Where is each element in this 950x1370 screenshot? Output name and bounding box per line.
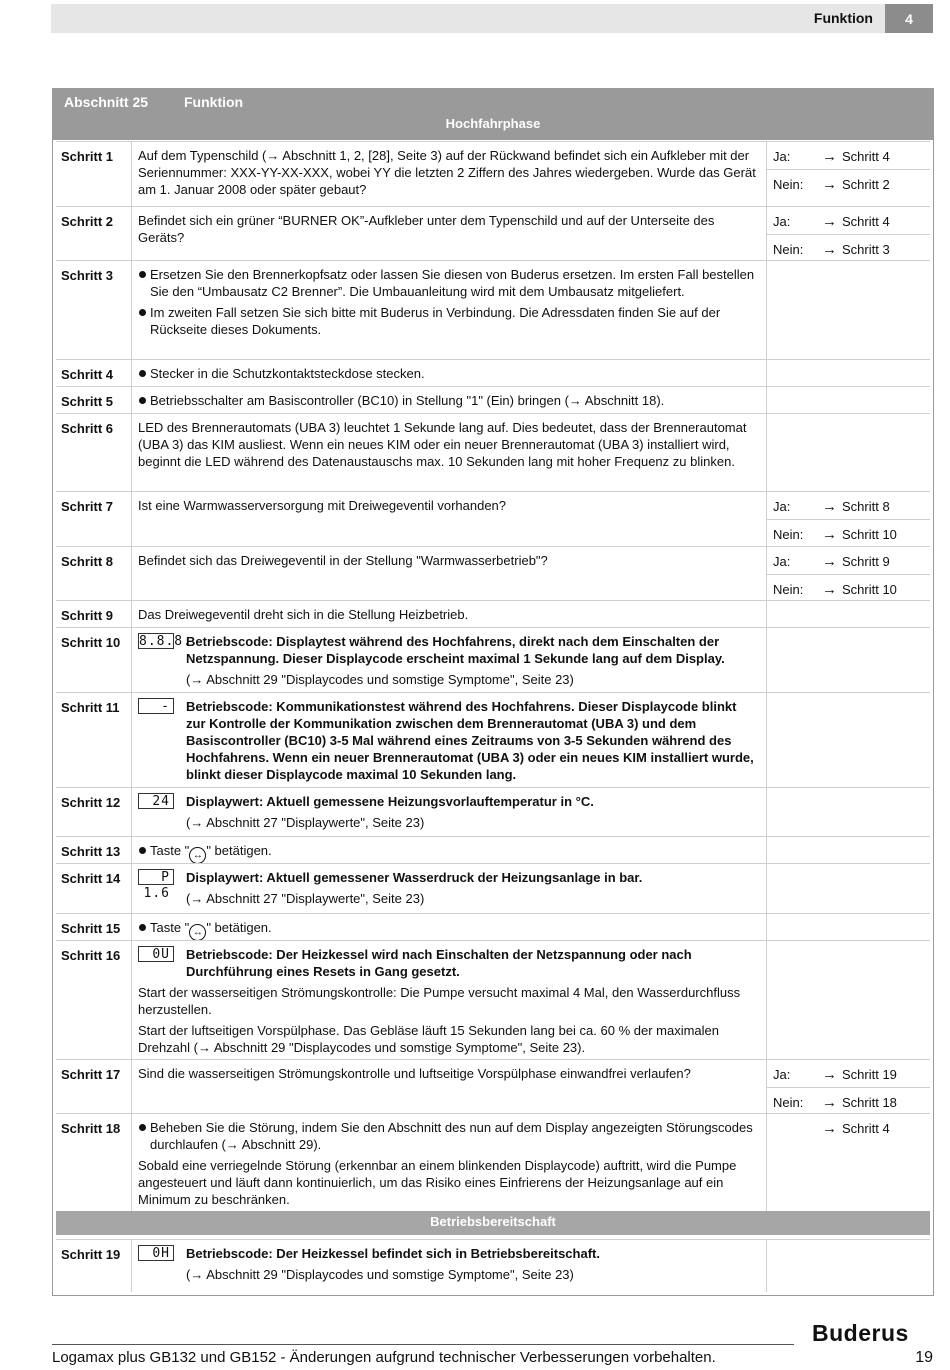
bullet-text-pre: Taste " bbox=[150, 920, 190, 935]
answer-target-text: Schritt 18 bbox=[842, 1095, 897, 1110]
answer-option[interactable] bbox=[767, 519, 930, 547]
display-reference: (→ Abschnitt 27 "Displaywerte", Seite 23) bbox=[186, 815, 425, 830]
answer-option[interactable] bbox=[767, 169, 930, 197]
arrow-right-icon: → bbox=[822, 1094, 837, 1111]
answer-cell bbox=[767, 941, 930, 1060]
step-label: Schritt 4 bbox=[56, 360, 132, 387]
answer-cell bbox=[767, 261, 930, 360]
answer-label: Nein: bbox=[773, 177, 804, 192]
step-content bbox=[132, 414, 767, 492]
answer-cell bbox=[767, 387, 930, 414]
answer-cell bbox=[767, 837, 930, 864]
display-reference: (→ Abschnitt 29 "Displaycodes und somstige Symptome", Seite 23) bbox=[186, 1267, 574, 1282]
step-label: Schritt 2 bbox=[56, 207, 132, 261]
step-text: Start der wasserseitigen Strömungskontrolle: Die Pumpe versucht maximal 4 Mal, den Wasserdurchfluss herzustellen. bbox=[138, 985, 741, 1017]
answer-target[interactable] bbox=[822, 1094, 897, 1111]
arrow-right-icon: → bbox=[822, 1066, 837, 1083]
display-code-icon: 0U bbox=[138, 946, 174, 962]
answer-target[interactable] bbox=[822, 148, 890, 165]
answer-target-text: Schritt 4 bbox=[842, 149, 890, 164]
bullet-item bbox=[138, 842, 758, 864]
step-content bbox=[132, 628, 767, 693]
answer-cell bbox=[767, 864, 930, 914]
display-code-icon: - bbox=[138, 698, 174, 714]
answer-label: Ja: bbox=[773, 214, 791, 229]
step-text: LED des Brennerautomats (UBA 3) leuchtet 1 Sekunde lang auf. Dies bedeutet, dass der Brennerautomat (UBA 3) das KIM ausliest. Wenn ein neues KIM oder ein neuer Brennerautomat (UBA 3) installiert wird, beginnt die LED während des Datenaustauschs max. 10 Sekunden lang mit hoher Frequenz zu blinken. bbox=[138, 420, 747, 469]
step-row bbox=[56, 359, 930, 387]
display-code-icon: P 1.6 bbox=[138, 869, 174, 885]
step-label: Schritt 13 bbox=[56, 837, 132, 864]
display-description: Displaywert: Aktuell gemessene Heizungsvorlauftemperatur in °C. bbox=[186, 794, 594, 809]
display-description: Betriebscode: Der Heizkessel befindet sich in Betriebsbereitschaft. bbox=[186, 1246, 600, 1261]
step-row bbox=[56, 627, 930, 693]
answer-target-text: Schritt 4 bbox=[842, 1121, 890, 1136]
answer-cell bbox=[767, 1240, 930, 1292]
display-reference: (→ Abschnitt 29 "Displaycodes und somstige Symptome", Seite 23) bbox=[186, 672, 574, 687]
answer-option[interactable] bbox=[767, 1087, 930, 1115]
section-title: Funktion bbox=[184, 94, 244, 110]
step-row bbox=[56, 546, 930, 601]
answer-label: Ja: bbox=[773, 149, 791, 164]
bullet-text-pre: Taste " bbox=[150, 843, 190, 858]
answer-label: Ja: bbox=[773, 499, 791, 514]
step-row bbox=[56, 206, 930, 261]
step-content bbox=[132, 837, 767, 864]
answer-target-text: Schritt 9 bbox=[842, 554, 890, 569]
answer-cell bbox=[767, 492, 930, 547]
step-content bbox=[132, 941, 767, 1060]
bullet-item: Beheben Sie die Störung, indem Sie den Abschnitt des nun auf dem Display angezeigten Störungscodes durchlaufen (→ Abschnitt 29). bbox=[138, 1119, 758, 1153]
answer-target-text: Schritt 2 bbox=[842, 177, 890, 192]
step-text: Start der luftseitigen Vorspülphase. Das Gebläse läuft 15 Sekunden lang bei ca. 60 % der maximalen Drehzahl (→ Abschnitt 29 "Displaycodes und somstige Symptome", Seite 23). bbox=[138, 1023, 720, 1055]
bullet-text-post: " betätigen. bbox=[206, 920, 272, 935]
answer-option[interactable] bbox=[767, 492, 930, 519]
step-row bbox=[56, 1239, 930, 1292]
step-text: Sind die wasserseitigen Strömungskontrolle und luftseitige Vorspülphase einwandfrei verlaufen? bbox=[138, 1066, 691, 1081]
section-header bbox=[52, 88, 934, 140]
step-content bbox=[132, 261, 767, 360]
brand-logo: Buderus bbox=[812, 1320, 909, 1346]
step-label: Schritt 5 bbox=[56, 387, 132, 414]
answer-label: Ja: bbox=[773, 554, 791, 569]
step-text: Auf dem Typenschild (→ Abschnitt 1, 2, [28], Seite 3) auf der Rückwand befindet sich ein Aufkleber mit der Seriennummer: XXX-YY-XX-XXX, wobei YY die letzten 2 Ziffern des Jahres wiedergeben. Wurde das Gerät am 1. Januar 2008 oder später gebaut? bbox=[138, 148, 756, 197]
bullet-item bbox=[138, 919, 758, 941]
page-header-title: Funktion bbox=[813, 10, 873, 26]
answer-target[interactable] bbox=[822, 241, 890, 258]
step-content bbox=[132, 1060, 767, 1114]
step-label: Schritt 12 bbox=[56, 788, 132, 837]
answer-cell bbox=[767, 788, 930, 837]
bullet-item: Ersetzen Sie den Brennerkopfsatz oder lassen Sie diesen von Buderus ersetzen. Im ersten Fall bestellen Sie den “Umbausatz C2 Brenner”. Die Umbauanleitung wird mit dem Umbausatz mitgeliefert. bbox=[138, 266, 758, 300]
answer-target-text: Schritt 8 bbox=[842, 499, 890, 514]
answer-target-text: Schritt 3 bbox=[842, 242, 890, 257]
arrow-right-icon: → bbox=[822, 498, 837, 515]
step-text: Ist eine Warmwasserversorgung mit Dreiwegeventil vorhanden? bbox=[138, 498, 507, 513]
step-content bbox=[132, 914, 767, 941]
step-content bbox=[132, 547, 767, 601]
step-row bbox=[56, 141, 930, 207]
step-label: Schritt 3 bbox=[56, 261, 132, 360]
answer-target-text: Schritt 19 bbox=[842, 1067, 897, 1082]
step-label: Schritt 8 bbox=[56, 547, 132, 601]
answer-label: Nein: bbox=[773, 1095, 804, 1110]
step-content bbox=[132, 207, 767, 261]
footer-text: Logamax plus GB132 und GB152 - Änderungen aufgrund technischer Verbesserungen vorbehalten. bbox=[52, 1349, 716, 1366]
footer-rule bbox=[52, 1344, 794, 1345]
section-label: Abschnitt 25 bbox=[64, 94, 149, 110]
display-reference: (→ Abschnitt 27 "Displaywerte", Seite 23) bbox=[186, 891, 425, 906]
step-row bbox=[56, 1059, 930, 1114]
arrow-right-icon: → bbox=[822, 526, 837, 543]
answer-target[interactable] bbox=[822, 1120, 890, 1137]
answer-option[interactable] bbox=[767, 1060, 930, 1087]
step-row bbox=[56, 692, 930, 788]
chapter-number: 4 bbox=[885, 4, 933, 33]
answer-target[interactable] bbox=[822, 581, 897, 598]
step-content bbox=[132, 360, 767, 387]
answer-cell bbox=[767, 914, 930, 941]
step-content bbox=[132, 601, 767, 628]
answer-label: Nein: bbox=[773, 527, 804, 542]
phase-title: Hochfahrphase bbox=[445, 116, 541, 131]
answer-target[interactable] bbox=[822, 1066, 897, 1083]
answer-target[interactable] bbox=[822, 526, 897, 543]
display-description: Betriebscode: Displaytest während des Hochfahrens, direkt nach dem Einschalten der Netzspannung. Dieser Displaycode erscheint maximal 1 Sekunde lang auf dem Display. bbox=[186, 634, 725, 666]
service-key-icon: ↔ bbox=[189, 924, 206, 941]
step-text: Das Dreiwegeventil dreht sich in die Stellung Heizbetrieb. bbox=[138, 607, 469, 622]
arrow-right-icon: → bbox=[822, 553, 837, 570]
step-row bbox=[56, 413, 930, 492]
display-code-icon: 8.8.8. bbox=[139, 634, 192, 649]
arrow-right-icon: → bbox=[822, 581, 837, 598]
step-row bbox=[56, 863, 930, 914]
answer-target-text: Schritt 10 bbox=[842, 582, 897, 597]
answer-label: Nein: bbox=[773, 582, 804, 597]
arrow-right-icon: → bbox=[822, 176, 837, 193]
answer-option[interactable] bbox=[767, 574, 930, 602]
answer-cell bbox=[767, 207, 930, 261]
step-row bbox=[56, 787, 930, 837]
step-label: Schritt 19 bbox=[56, 1240, 132, 1292]
bullet-item: Stecker in die Schutzkontaktsteckdose stecken. bbox=[138, 365, 758, 382]
service-key-icon: ↔ bbox=[189, 847, 206, 864]
display-code-icon: 0H bbox=[138, 1245, 174, 1261]
answer-option[interactable] bbox=[767, 142, 930, 169]
step-label: Schritt 6 bbox=[56, 414, 132, 492]
arrow-right-icon: → bbox=[822, 241, 837, 258]
step-label: Schritt 7 bbox=[56, 492, 132, 547]
answer-target[interactable] bbox=[822, 553, 890, 570]
answer-cell bbox=[767, 628, 930, 693]
step-row bbox=[56, 913, 930, 941]
answer-option[interactable] bbox=[767, 547, 930, 574]
display-description: Displaywert: Aktuell gemessener Wasserdruck der Heizungsanlage in bar. bbox=[186, 870, 643, 885]
step-row bbox=[56, 940, 930, 1060]
answer-target[interactable] bbox=[822, 213, 890, 230]
step-content bbox=[132, 387, 767, 414]
display-description: Betriebscode: Der Heizkessel wird nach Einschalten der Netzspannung oder nach Durchführung eines Resets in Gang gesetzt. bbox=[186, 947, 692, 979]
answer-cell bbox=[767, 1060, 930, 1114]
step-content bbox=[132, 492, 767, 547]
step-content bbox=[132, 864, 767, 914]
answer-target[interactable] bbox=[822, 498, 890, 515]
answer-cell bbox=[767, 414, 930, 492]
step-row bbox=[56, 836, 930, 864]
step-label: Schritt 11 bbox=[56, 693, 132, 788]
display-description: Betriebscode: Kommunikationstest während des Hochfahrens. Dieser Displaycode blinkt zur Kontrolle der Kommunikation zwischen dem Brennerautomat (UBA 3) und dem Basiscontroller (BC10) 3-5 Mal während eines Zeitraums von 3-5 Sekunden während des Hochfahrens. Wenn ein neuer Brennerautomat (UBA 3) oder ein neues KIM installiert wurde, blinkt dieser Displaycode maximal 10 Sekunden lang. bbox=[186, 699, 754, 782]
step-label: Schritt 10 bbox=[56, 628, 132, 693]
step-label: Schritt 16 bbox=[56, 941, 132, 1060]
step-row bbox=[56, 260, 930, 360]
bullet-item: Betriebsschalter am Basiscontroller (BC10) in Stellung "1" (Ein) bringen (→ Abschnitt 18). bbox=[138, 392, 758, 409]
step-row bbox=[56, 1113, 930, 1212]
bullet-text-post: " betätigen. bbox=[206, 843, 272, 858]
answer-target-text: Schritt 4 bbox=[842, 214, 890, 229]
step-content bbox=[132, 1240, 767, 1292]
answer-option[interactable] bbox=[767, 234, 930, 262]
answer-cell bbox=[767, 142, 930, 207]
step-label: Schritt 9 bbox=[56, 601, 132, 628]
display-code-icon: 24 bbox=[138, 793, 174, 809]
step-content bbox=[132, 1114, 767, 1212]
step-row bbox=[56, 386, 930, 414]
arrow-right-icon: → bbox=[822, 1120, 837, 1137]
answer-cell bbox=[767, 601, 930, 628]
step-text: Befindet sich ein grüner “BURNER OK”-Aufkleber unter dem Typenschild und auf der Unterseite des Geräts? bbox=[138, 213, 715, 245]
step-row bbox=[56, 600, 930, 628]
step-content bbox=[132, 142, 767, 207]
step-content bbox=[132, 788, 767, 837]
step-content bbox=[132, 693, 767, 788]
answer-option[interactable] bbox=[767, 1114, 930, 1141]
step-label: Schritt 18 bbox=[56, 1114, 132, 1212]
step-label: Schritt 1 bbox=[56, 142, 132, 207]
answer-target[interactable] bbox=[822, 176, 890, 193]
answer-cell bbox=[767, 693, 930, 788]
answer-cell bbox=[767, 1114, 930, 1212]
page-number: 19 bbox=[915, 1349, 933, 1366]
answer-label: Ja: bbox=[773, 1067, 791, 1082]
arrow-right-icon: → bbox=[822, 148, 837, 165]
step-text: Befindet sich das Dreiwegeventil in der Stellung "Warmwasserbetrieb"? bbox=[138, 553, 548, 568]
answer-option[interactable] bbox=[767, 207, 930, 234]
step-label: Schritt 17 bbox=[56, 1060, 132, 1114]
answer-label: Nein: bbox=[773, 242, 804, 257]
answer-cell bbox=[767, 360, 930, 387]
answer-cell bbox=[767, 547, 930, 601]
arrow-right-icon: → bbox=[822, 213, 837, 230]
phase-subheading: Betriebsbereitschaft bbox=[56, 1211, 930, 1235]
bullet-item: Im zweiten Fall setzen Sie sich bitte mit Buderus in Verbindung. Die Adressdaten finden Sie auf der Rückseite dieses Dokuments. bbox=[138, 304, 758, 338]
step-label: Schritt 15 bbox=[56, 914, 132, 941]
page-header-bar bbox=[51, 4, 885, 33]
answer-target-text: Schritt 10 bbox=[842, 527, 897, 542]
step-text: Sobald eine verriegelnde Störung (erkennbar an einem blinkenden Displaycode) auftritt, wird die Pumpe angesteuert und läuft dann kontinuierlich, um das Risiko eines Einfrierens der Heizungsanlage auf ein Minimum zu beschränken. bbox=[138, 1158, 737, 1207]
step-label: Schritt 14 bbox=[56, 864, 132, 914]
step-row bbox=[56, 491, 930, 547]
